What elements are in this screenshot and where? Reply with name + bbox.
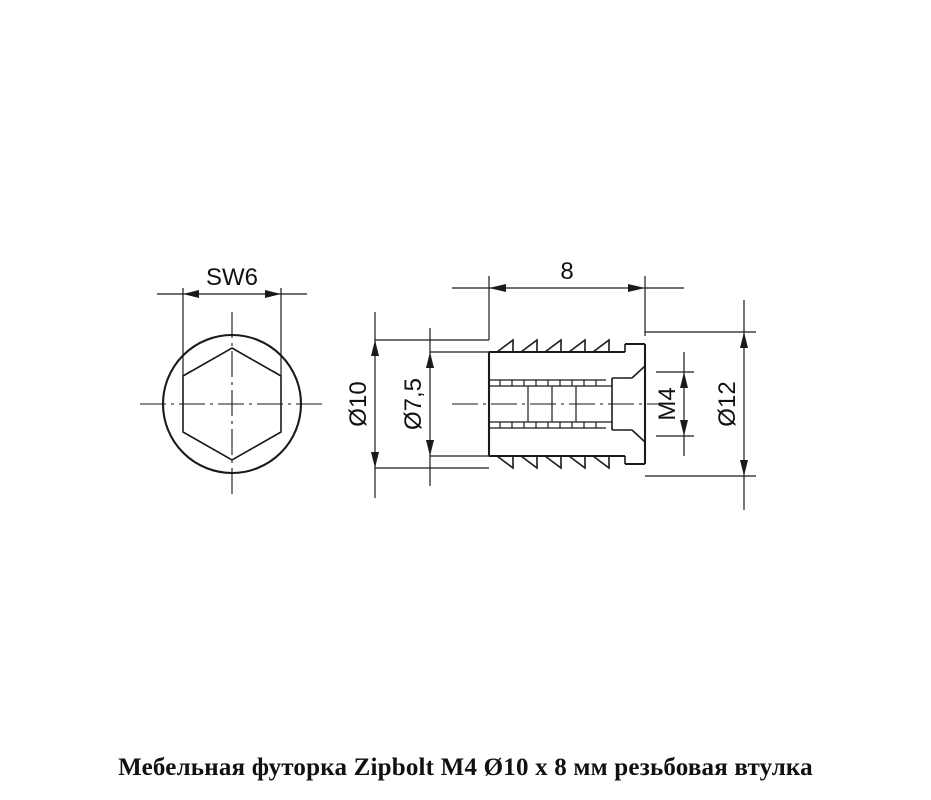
dim-8-label: 8 [560, 258, 574, 285]
sw6-arrow-right [265, 290, 281, 298]
d10-arrow-bottom [371, 452, 379, 468]
d12-arrow-bottom [740, 460, 748, 476]
product-caption: Мебельная футорка Zipbolt M4 Ø10 x 8 мм резьбовая втулка [118, 754, 813, 781]
dim-m4-label: M4 [654, 387, 681, 421]
internal-thread-ticks-bottom [500, 422, 596, 428]
hex-chamfer-1 [183, 371, 191, 376]
d10-arrow-top [371, 340, 379, 356]
m4-arrow-top [680, 372, 688, 388]
sw6-arrow-left [183, 290, 199, 298]
dim-d10-label: Ø10 [345, 381, 372, 427]
m4-arrow-bottom [680, 420, 688, 436]
dim-sw6-label: SW6 [205, 264, 259, 291]
len8-arrow-right [628, 284, 645, 292]
dimension-group [345, 258, 756, 510]
socket-chamfer-bottom [632, 430, 645, 442]
d75-arrow-top [426, 352, 434, 368]
external-thread-bottom [497, 456, 609, 468]
side-view-group [452, 340, 676, 468]
external-thread-top [497, 340, 609, 352]
internal-thread-ticks-top [500, 380, 596, 386]
hex-chamfer-2 [273, 371, 281, 376]
socket-chamfer-top [632, 366, 645, 378]
front-view-group [140, 264, 324, 496]
d12-arrow-top [740, 332, 748, 348]
dim-d12-label: Ø12 [714, 381, 741, 427]
len8-arrow-left [489, 284, 506, 292]
d75-arrow-bottom [426, 440, 434, 456]
dim-d75-label: Ø7,5 [400, 377, 427, 431]
